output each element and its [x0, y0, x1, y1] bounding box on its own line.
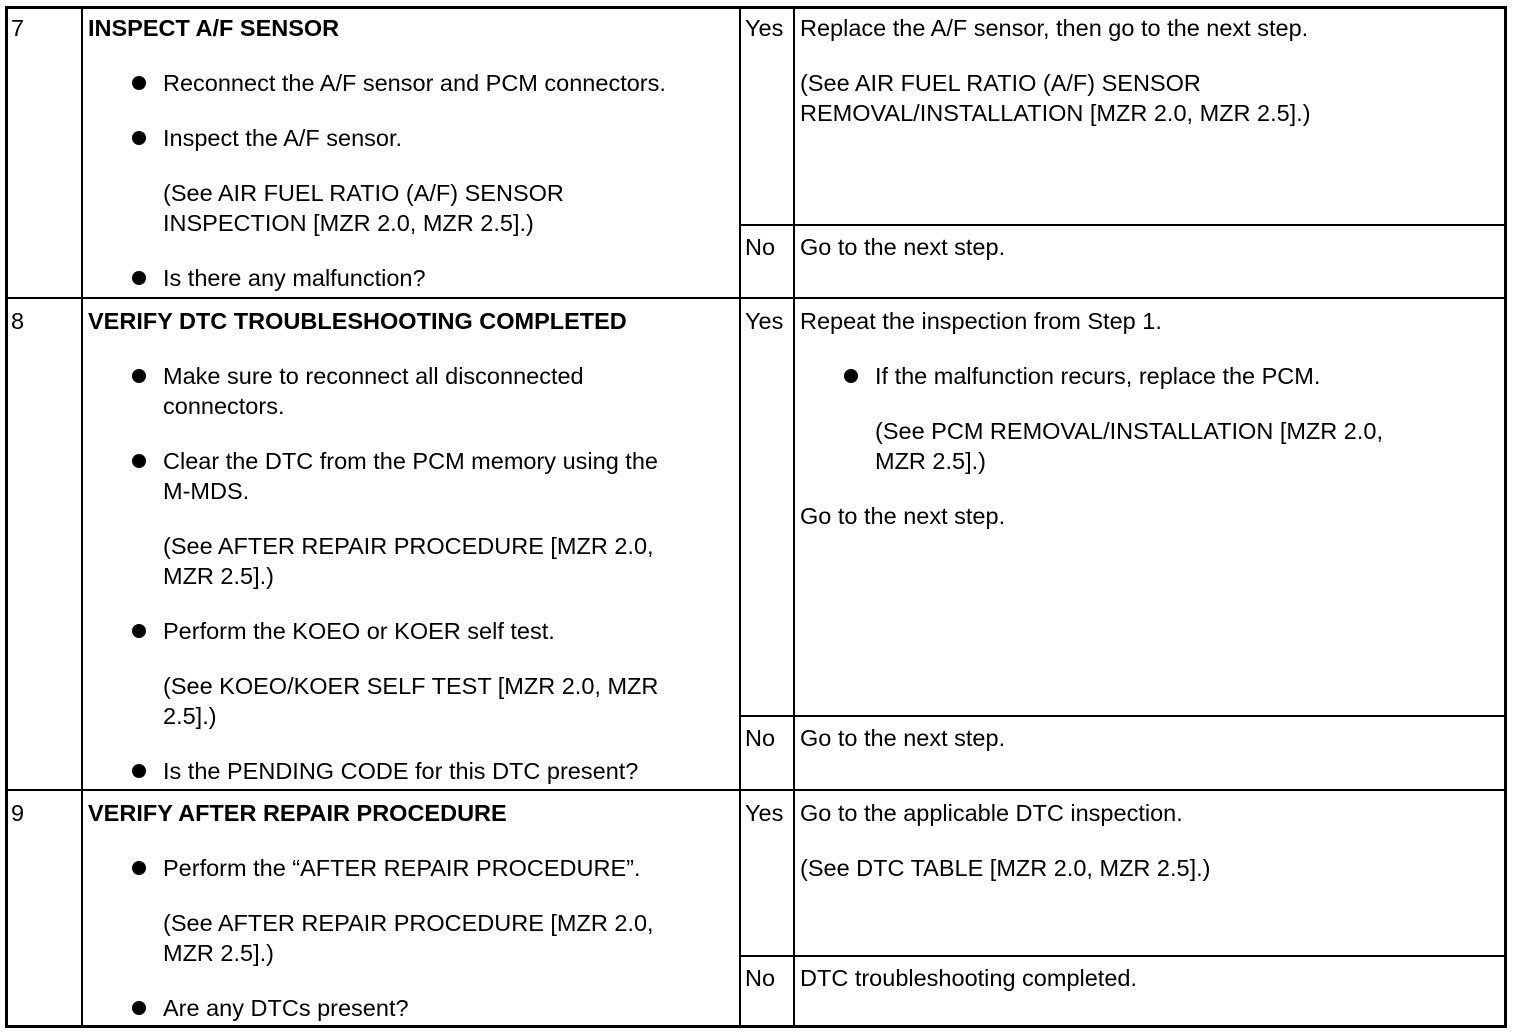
yes-no-divider	[739, 224, 1507, 226]
reference-text: REMOVAL/INSTALLATION [MZR 2.0, MZR 2.5].)	[800, 100, 1311, 126]
step-number: 8	[11, 308, 25, 334]
step-title: VERIFY DTC TROUBLESHOOTING COMPLETED	[88, 308, 627, 334]
row-divider	[5, 297, 1507, 299]
result-text: Go to the next step.	[800, 234, 1006, 260]
bullet-icon	[132, 861, 146, 875]
bullet-icon	[132, 76, 146, 90]
yes-no-divider	[739, 715, 1507, 717]
action-text: Are any DTCs present?	[163, 995, 409, 1021]
yes-no-divider	[739, 955, 1507, 957]
action-text: Clear the DTC from the PCM memory using the	[163, 448, 658, 474]
step-title: INSPECT A/F SENSOR	[88, 15, 340, 41]
action-text: M-MDS.	[163, 478, 250, 504]
result-text: Go to the next step.	[800, 503, 1006, 529]
reference-text: (See AIR FUEL RATIO (A/F) SENSOR	[800, 70, 1201, 96]
reference-text: (See AFTER REPAIR PROCEDURE [MZR 2.0,	[163, 533, 654, 559]
reference-text: MZR 2.5].)	[875, 448, 986, 474]
yes-label: Yes	[745, 308, 784, 334]
bullet-icon	[132, 454, 146, 468]
action-text: Inspect the A/F sensor.	[163, 125, 403, 151]
action-text: connectors.	[163, 393, 285, 419]
action-text: Make sure to reconnect all disconnected	[163, 363, 584, 389]
reference-text: (See DTC TABLE [MZR 2.0, MZR 2.5].)	[800, 855, 1211, 881]
bullet-icon	[132, 131, 146, 145]
no-label: No	[745, 725, 776, 751]
action-text: Is there any malfunction?	[163, 265, 426, 291]
reference-text: 2.5].)	[163, 703, 217, 729]
row-divider	[5, 789, 1507, 791]
bullet-icon	[132, 369, 146, 383]
step-title: VERIFY AFTER REPAIR PROCEDURE	[88, 800, 507, 826]
column-divider	[793, 6, 795, 1028]
result-text: Go to the next step.	[800, 725, 1006, 751]
column-divider	[739, 6, 741, 1028]
bullet-icon	[132, 271, 146, 285]
bullet-icon	[132, 764, 146, 778]
action-text: Perform the “AFTER REPAIR PROCEDURE”.	[163, 855, 641, 881]
step-number: 9	[11, 800, 25, 826]
reference-text: (See AFTER REPAIR PROCEDURE [MZR 2.0,	[163, 910, 654, 936]
reference-text: (See KOEO/KOER SELF TEST [MZR 2.0, MZR	[163, 673, 659, 699]
yes-label: Yes	[745, 800, 784, 826]
reference-text: (See PCM REMOVAL/INSTALLATION [MZR 2.0,	[875, 418, 1383, 444]
result-text: Go to the applicable DTC inspection.	[800, 800, 1183, 826]
reference-text: (See AIR FUEL RATIO (A/F) SENSOR	[163, 180, 564, 206]
no-label: No	[745, 234, 776, 260]
column-divider	[81, 6, 83, 1028]
result-text: DTC troubleshooting completed.	[800, 965, 1138, 991]
reference-text: MZR 2.5].)	[163, 940, 274, 966]
bullet-icon	[132, 624, 146, 638]
yes-label: Yes	[745, 15, 784, 41]
no-label: No	[745, 965, 776, 991]
action-text: Reconnect the A/F sensor and PCM connectors.	[163, 70, 666, 96]
reference-text: MZR 2.5].)	[163, 563, 274, 589]
result-text: Repeat the inspection from Step 1.	[800, 308, 1162, 334]
reference-text: INSPECTION [MZR 2.0, MZR 2.5].)	[163, 210, 534, 236]
action-text: Is the PENDING CODE for this DTC present?	[163, 758, 639, 784]
bullet-icon	[844, 369, 858, 383]
action-text: Perform the KOEO or KOER self test.	[163, 618, 555, 644]
step-number: 7	[11, 15, 25, 41]
result-text: If the malfunction recurs, replace the PCM.	[875, 363, 1321, 389]
result-text: Replace the A/F sensor, then go to the next step.	[800, 15, 1309, 41]
bullet-icon	[132, 1001, 146, 1015]
